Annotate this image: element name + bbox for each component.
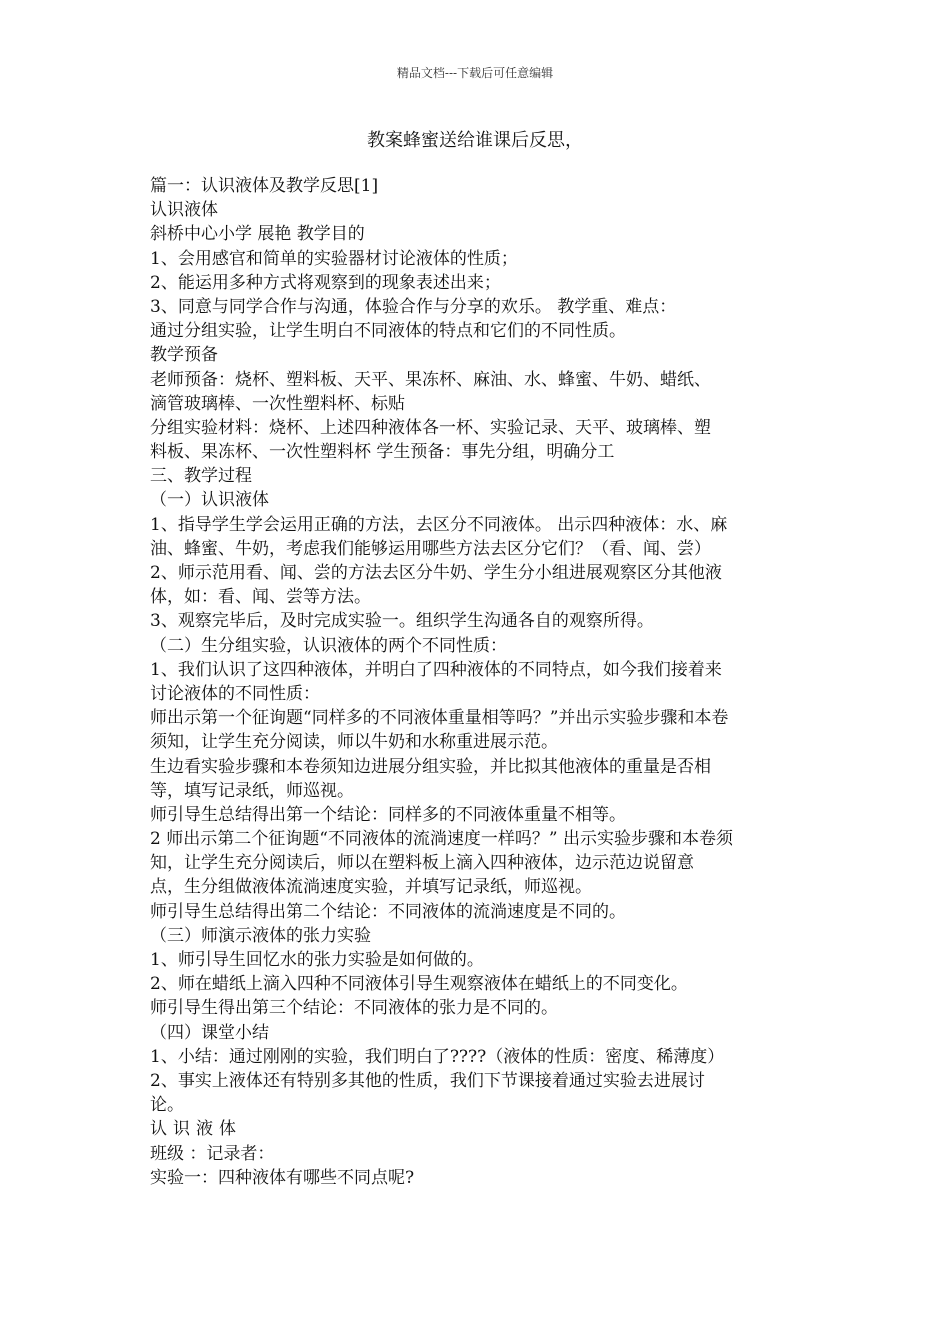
paragraph-line: 论。: [150, 1095, 184, 1116]
lesson-title: 认识液体: [150, 200, 218, 221]
paragraph-line: 生边看实验步骤和本卷须知边进展分组实验，并比拟其他液体的重量是否相: [150, 756, 711, 777]
paragraph-line: 1、指导学生学会运用正确的方法，去区分不同液体。 出示四种液体：水、麻: [150, 514, 728, 535]
worksheet-title: 认识液体: [150, 1119, 242, 1140]
paragraph-line: 知，让学生充分阅读后，师以在塑料板上滴入四种液体，边示范边说留意: [150, 853, 694, 874]
paragraph-line: 等，填写记录纸，师巡视。: [150, 780, 354, 801]
paragraph-line: 2 师出示第二个征询题“不同液体的流淌速度一样吗？” 出示实验步骤和本卷须: [150, 829, 734, 850]
document-body: [150, 174, 805, 1190]
objective-item: 3、同意与同学合作与沟通，体验合作与分享的欢乐。 教学重、难点：: [150, 296, 677, 317]
paragraph-line: 3、观察完毕后，及时完成实验一。组织学生沟通各自的观察所得。: [150, 611, 654, 632]
page-header: 精品文档---下载后可任意编辑: [396, 66, 554, 80]
paragraph-line: 师引导生得出第三个结论：不同液体的张力是不同的。: [150, 998, 558, 1019]
paragraph-line: 体，如：看、闻、尝等方法。: [150, 587, 371, 608]
paragraph-line: 分组实验材料：烧杯、上述四种液体各一杯、实验记录、天平、玻璃棒、塑: [150, 417, 711, 438]
paragraph-line: 须知，让学生充分阅读，师以牛奶和水称重进展示范。: [150, 732, 558, 753]
paragraph-line: 2、师在蜡纸上滴入四种不同液体引导生观察液体在蜡纸上的不同变化。: [150, 974, 688, 995]
paragraph-line: 通过分组实验，让学生明白不同液体的特点和它们的不同性质。: [150, 321, 626, 342]
paragraph-line: 老师预备：烧杯、塑料板、天平、果冻杯、麻油、水、蜂蜜、牛奶、蜡纸、: [150, 369, 711, 390]
paragraph-line: 2、事实上液体还有特别多其他的性质，我们下节课接着通过实验去进展讨: [150, 1070, 705, 1091]
paragraph-line: 2、师示范用看、闻、尝的方法去区分牛奶、学生分小组进展观察区分其他液: [150, 563, 722, 583]
paragraph-line: 师引导生总结得出第一个结论：同样多的不同液体重量不相等。: [150, 804, 626, 825]
author-line: 斜桥中心小学 展艳 教学目的: [150, 224, 365, 245]
objective-item: 2、能运用多种方式将观察到的现象表述出来；: [150, 272, 501, 293]
paragraph-line: 1、师引导生回忆水的张力实验是如何做的。: [150, 950, 484, 970]
paragraph-line: 料板、果冻杯、一次性塑料杯 学生预备：事先分组，明确分工: [150, 442, 615, 463]
paragraph-line: 滴管玻璃棒、一次性塑料杯、标贴: [150, 393, 405, 414]
paragraph-line: 油、蜂蜜、牛奶，考虑我们能够运用哪些方法去区分它们？（看、闻、尝）: [150, 538, 711, 559]
paragraph-line: 师引导生总结得出第二个结论：不同液体的流淌速度是不同的。: [150, 901, 626, 922]
paragraph-line: 点，生分组做液体流淌速度实验，并填写记录纸，师巡视。: [150, 877, 592, 898]
subsection-heading: （一）认识液体: [150, 490, 269, 511]
paragraph-line: 讨论液体的不同性质：: [150, 683, 320, 704]
subsection-heading: （三）师演示液体的张力实验: [150, 925, 371, 946]
document-title: 教案蜂蜜送给谁课后反思，: [367, 130, 583, 151]
paragraph-line: 师出示第一个征询题“同样多的不同液体重量相等吗？”并出示实验步骤和本卷: [150, 708, 729, 729]
experiment-heading: 实验一：四种液体有哪些不同点呢?: [150, 1167, 415, 1188]
subsection-heading: 教学预备: [150, 345, 218, 366]
subsection-heading: 三、教学过程: [150, 466, 252, 487]
objective-item: 1、会用感官和简单的实验器材讨论液体的性质；: [150, 248, 518, 269]
subsection-heading: （四）课堂小结: [150, 1022, 269, 1043]
paragraph-line: 1、我们认识了这四种液体，并明白了四种液体的不同特点，如今我们接着来: [150, 659, 722, 680]
section-heading: 篇一：认识液体及教学反思[1]: [150, 176, 379, 196]
subsection-heading: （二）生分组实验，认识液体的两个不同性质：: [150, 635, 507, 656]
paragraph-line: 1、小结：通过刚刚的实验，我们明白了????（液体的性质：密度、稀薄度）: [150, 1046, 725, 1067]
worksheet-fields: 班级 ：记录者：: [150, 1143, 275, 1164]
